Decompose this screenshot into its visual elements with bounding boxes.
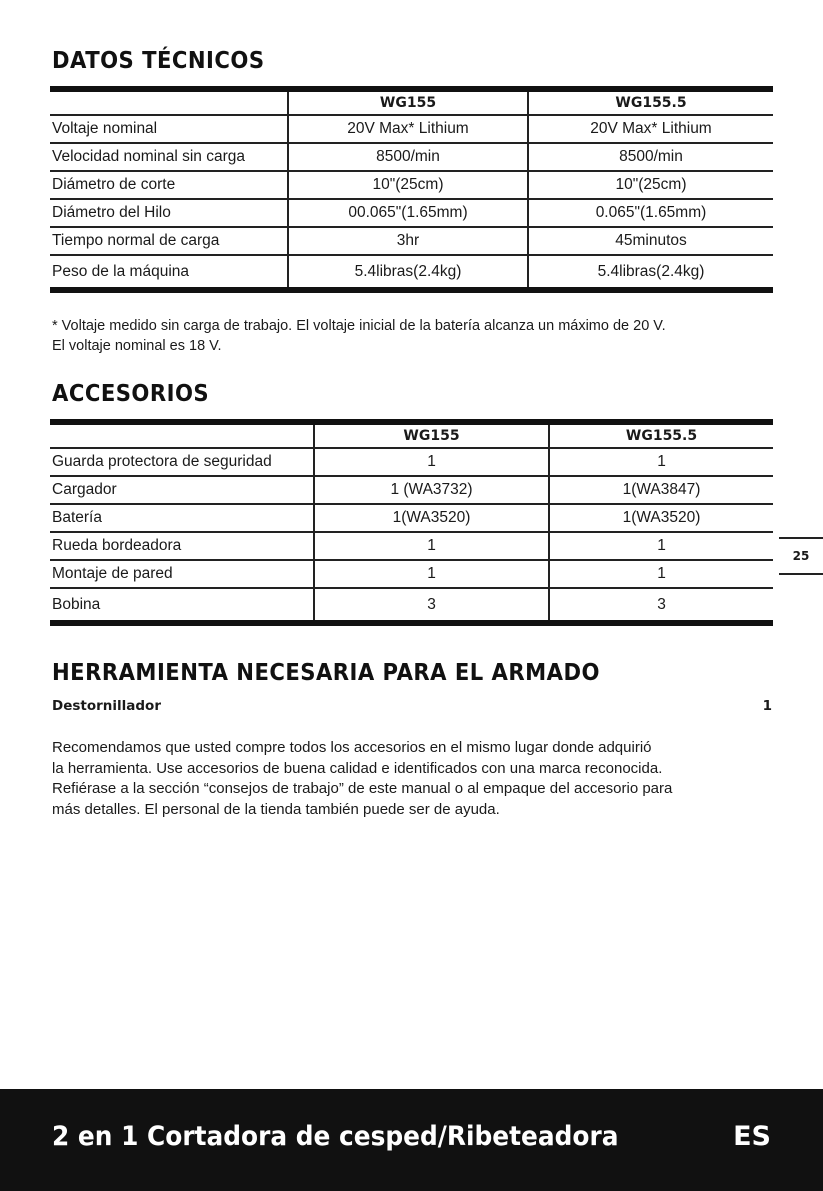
paragraph-line: Refiérase a la sección “consejos de trabajo” de este manual o al empaque del accesorio para (52, 780, 673, 797)
specs-header-wg155-5: WG155.5 (528, 89, 773, 115)
cell-wg155-5: 0.065"(1.65mm) (528, 199, 773, 227)
specs-title: DATOS TÉCNICOS (52, 48, 265, 74)
cell-wg155-5: 5.4libras(2.4kg) (528, 255, 773, 290)
accessories-header-blank (50, 422, 314, 448)
cell-wg155-5: 20V Max* Lithium (528, 115, 773, 143)
specs-footnote (52, 316, 772, 356)
table-row (50, 227, 773, 255)
footnote-line: El voltaje nominal es 18 V. (52, 338, 222, 354)
table-row (50, 199, 773, 227)
cell-wg155: 20V Max* Lithium (288, 115, 528, 143)
table-row (50, 115, 773, 143)
row-label: Cargador (50, 476, 314, 504)
row-label: Diámetro de corte (50, 171, 288, 199)
tool-item-label: Destornillador (52, 698, 161, 714)
table-row (50, 532, 773, 560)
specs-header-row (50, 89, 773, 115)
specs-header-blank (50, 89, 288, 115)
cell-wg155-5: 1(WA3520) (549, 504, 773, 532)
table-row (50, 171, 773, 199)
tools-title: HERRAMIENTA NECESARIA PARA EL ARMADO (52, 660, 600, 686)
cell-wg155-5: 1 (549, 448, 773, 476)
cell-wg155-5: 3 (549, 588, 773, 623)
footer-language: ES (733, 1121, 771, 1152)
cell-wg155: 1 (WA3732) (314, 476, 549, 504)
specs-table (50, 86, 773, 293)
paragraph-line: la herramienta. Use accesorios de buena calidad e identificados con una marca reconocida. (52, 759, 663, 777)
table-row (50, 143, 773, 171)
cell-wg155: 10"(25cm) (288, 171, 528, 199)
cell-wg155: 3 (314, 588, 549, 623)
table-row (50, 476, 773, 504)
table-row (50, 448, 773, 476)
cell-wg155: 3hr (288, 227, 528, 255)
accessories-table (50, 419, 773, 626)
cell-wg155-5: 45minutos (528, 227, 773, 255)
row-label: Peso de la máquina (50, 255, 288, 290)
cell-wg155-5: 10"(25cm) (528, 171, 773, 199)
row-label: Bobina (50, 588, 314, 623)
cell-wg155: 1 (314, 560, 549, 588)
page-number-tab (779, 537, 823, 575)
row-label: Velocidad nominal sin carga (50, 143, 288, 171)
cell-wg155-5: 8500/min (528, 143, 773, 171)
cell-wg155-5: 1 (549, 560, 773, 588)
accessories-header-wg155-5: WG155.5 (549, 422, 773, 448)
cell-wg155-5: 1 (549, 532, 773, 560)
cell-wg155: 1 (314, 448, 549, 476)
cell-wg155: 5.4libras(2.4kg) (288, 255, 528, 290)
page-number: 25 (792, 549, 810, 563)
row-label: Voltaje nominal (50, 115, 288, 143)
accessories-header-row (50, 422, 773, 448)
cell-wg155: 8500/min (288, 143, 528, 171)
cell-wg155: 1(WA3520) (314, 504, 549, 532)
accessories-header-wg155: WG155 (314, 422, 549, 448)
recommendation-paragraph (52, 738, 782, 820)
table-row (50, 255, 773, 290)
cell-wg155-5: 1(WA3847) (549, 476, 773, 504)
row-label: Rueda bordeadora (50, 532, 314, 560)
cell-wg155: 1 (314, 532, 549, 560)
row-label: Diámetro del Hilo (50, 199, 288, 227)
table-row (50, 560, 773, 588)
tool-item (52, 698, 772, 714)
row-label: Tiempo normal de carga (50, 227, 288, 255)
row-label: Batería (50, 504, 314, 532)
specs-header-wg155: WG155 (288, 89, 528, 115)
cell-wg155: 00.065"(1.65mm) (288, 199, 528, 227)
row-label: Montaje de pared (50, 560, 314, 588)
tool-item-qty: 1 (762, 698, 772, 714)
table-row (50, 588, 773, 623)
table-row (50, 504, 773, 532)
paragraph-line: más detalles. El personal de la tienda también puede ser de ayuda. (52, 800, 500, 818)
row-label: Guarda protectora de seguridad (50, 448, 314, 476)
footnote-line: * Voltaje medido sin carga de trabajo. El voltaje inicial de la batería alcanza un máximo de 20 V. (52, 318, 666, 334)
paragraph-line: Recomendamos que usted compre todos los accesorios en el mismo lugar donde adquirió (52, 739, 652, 756)
accessories-title: ACCESORIOS (52, 381, 210, 407)
footer-title: 2 en 1 Cortadora de cesped/Ribeteadora (52, 1121, 619, 1152)
